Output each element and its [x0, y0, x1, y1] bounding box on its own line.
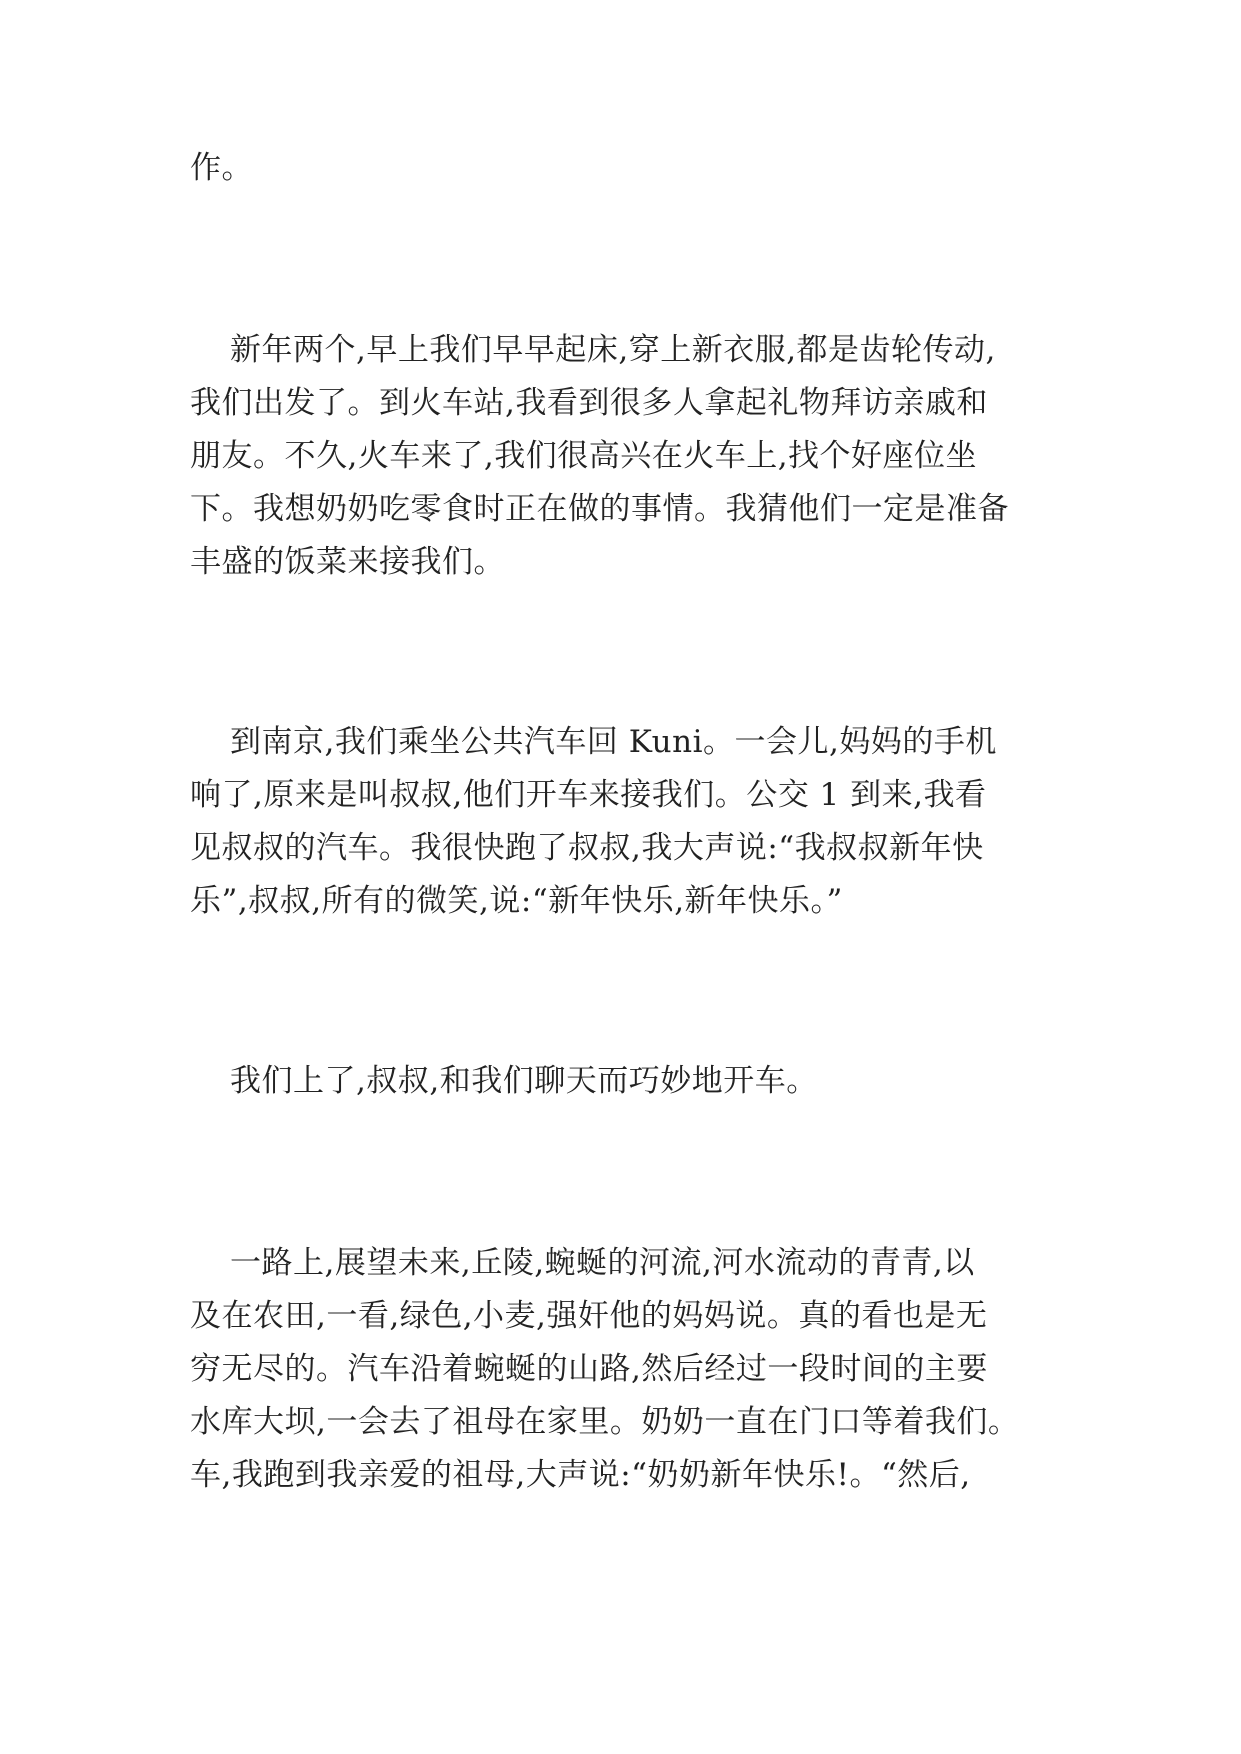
paragraph-line: 及在农田,一看,绿色,小麦,强奸他的妈妈说。真的看也是无 — [190, 1298, 988, 1334]
paragraph-line: 乐”,叔叔,所有的微笑,说:“新年快乐,新年快乐。” — [190, 883, 843, 919]
paragraph-line: 见叔叔的汽车。我很快跑了叔叔,我大声说:“我叔叔新年快 — [190, 830, 984, 866]
paragraph-line: 新年两个,早上我们早早起床,穿上新衣服,都是齿轮传动, — [230, 332, 996, 368]
paragraph-line: 到南京,我们乘坐公共汽车回 Kuni。一会儿,妈妈的手机 — [230, 724, 997, 760]
paragraph-line: 朋友。不久,火车来了,我们很高兴在火车上,找个好座位坐 — [190, 438, 978, 474]
paragraph-line: 一路上,展望未来,丘陵,蜿蜒的河流,河水流动的青青,以 — [230, 1245, 975, 1281]
paragraph-line: 作。 — [190, 150, 253, 186]
paragraph-line: 车,我跑到我亲爱的祖母,大声说:“奶奶新年快乐!。“然后, — [190, 1457, 971, 1493]
paragraph-line: 穷无尽的。汽车沿着蜿蜒的山路,然后经过一段时间的主要 — [190, 1351, 988, 1387]
paragraph-line: 我们出发了。到火车站,我看到很多人拿起礼物拜访亲戚和 — [190, 385, 988, 421]
paragraph-line: 响了,原来是叫叔叔,他们开车来接我们。公交 1 到来,我看 — [190, 777, 987, 813]
paragraph-line: 丰盛的饭菜来接我们。 — [190, 544, 505, 580]
paragraph-line: 水库大坝,一会去了祖母在家里。奶奶一直在门口等着我们。 — [190, 1404, 1020, 1440]
paragraph-line: 我们上了,叔叔,和我们聊天而巧妙地开车。 — [230, 1063, 818, 1099]
paragraph-line: 下。我想奶奶吃零食时正在做的事情。我猜他们一定是准备 — [190, 491, 1009, 527]
